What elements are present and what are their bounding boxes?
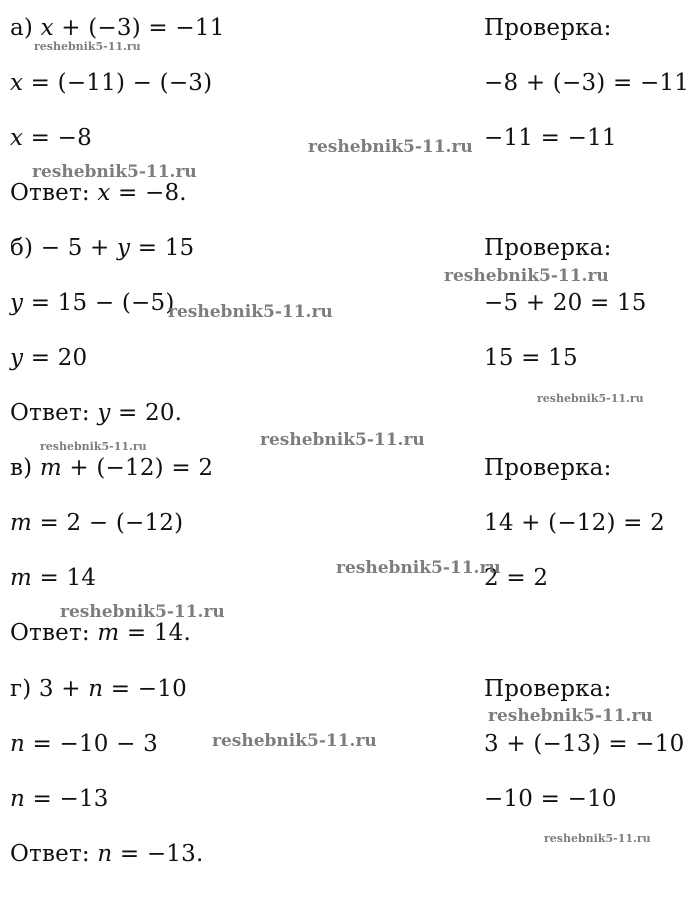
watermark: reshebnik5-11.ru	[444, 266, 609, 286]
watermark: reshebnik5-11.ru	[168, 302, 333, 322]
problem-d-step-1: 𝑛 = −10 − 3	[10, 731, 158, 757]
problem-c-step-1: 𝑚 = 2 − (−12)	[10, 510, 184, 536]
problem-a-step-1: 𝑥 = (−11) − (−3)	[10, 70, 213, 96]
watermark: reshebnik5-11.ru	[537, 392, 644, 405]
problem-a-check-2: −11 = −11	[484, 125, 617, 151]
problem-c-check-title: Проверка:	[484, 455, 612, 481]
problem-a-step-2: 𝑥 = −8	[10, 125, 92, 151]
problem-a-answer: Ответ: 𝑥 = −8.	[10, 180, 187, 206]
problem-c-answer: Ответ: 𝑚 = 14.	[10, 620, 192, 646]
problem-c-step-2: 𝑚 = 14	[10, 565, 97, 591]
watermark: reshebnik5-11.ru	[34, 40, 141, 53]
problem-b-check-1: −5 + 20 = 15	[484, 290, 647, 316]
problem-a-equation: а) 𝑥 + (−3) = −11	[10, 15, 225, 41]
problem-b-check-title: Проверка:	[484, 235, 612, 261]
problem-b-equation: б) − 5 + 𝑦 = 15	[10, 235, 195, 261]
problem-b-check-2: 15 = 15	[484, 345, 578, 371]
watermark: reshebnik5-11.ru	[336, 558, 501, 578]
problem-d-check-title: Проверка:	[484, 676, 612, 702]
problem-b-answer: Ответ: 𝑦 = 20.	[10, 400, 183, 426]
problem-b-step-1: 𝑦 = 15 − (−5)	[10, 290, 175, 316]
watermark: reshebnik5-11.ru	[488, 706, 653, 726]
problem-d-check-2: −10 = −10	[484, 786, 617, 812]
watermark: reshebnik5-11.ru	[260, 430, 425, 450]
problem-c-check-1: 14 + (−12) = 2	[484, 510, 665, 536]
problem-d-answer: Ответ: 𝑛 = −13.	[10, 841, 204, 867]
problem-a-check-1: −8 + (−3) = −11	[484, 70, 690, 96]
problem-a-check-title: Проверка:	[484, 15, 612, 41]
problem-d-step-2: 𝑛 = −13	[10, 786, 109, 812]
watermark: reshebnik5-11.ru	[308, 137, 473, 157]
watermark: reshebnik5-11.ru	[544, 832, 651, 845]
watermark: reshebnik5-11.ru	[40, 440, 147, 453]
watermark: reshebnik5-11.ru	[212, 731, 377, 751]
problem-d-equation: г) 3 + 𝑛 = −10	[10, 676, 187, 702]
problem-c-equation: в) 𝑚 + (−12) = 2	[10, 455, 214, 481]
problem-d-check-1: 3 + (−13) = −10	[484, 731, 685, 757]
problem-c-check-2: 2 = 2	[484, 565, 549, 591]
watermark: reshebnik5-11.ru	[32, 162, 197, 182]
problem-b-step-2: 𝑦 = 20	[10, 345, 88, 371]
watermark: reshebnik5-11.ru	[60, 602, 225, 622]
